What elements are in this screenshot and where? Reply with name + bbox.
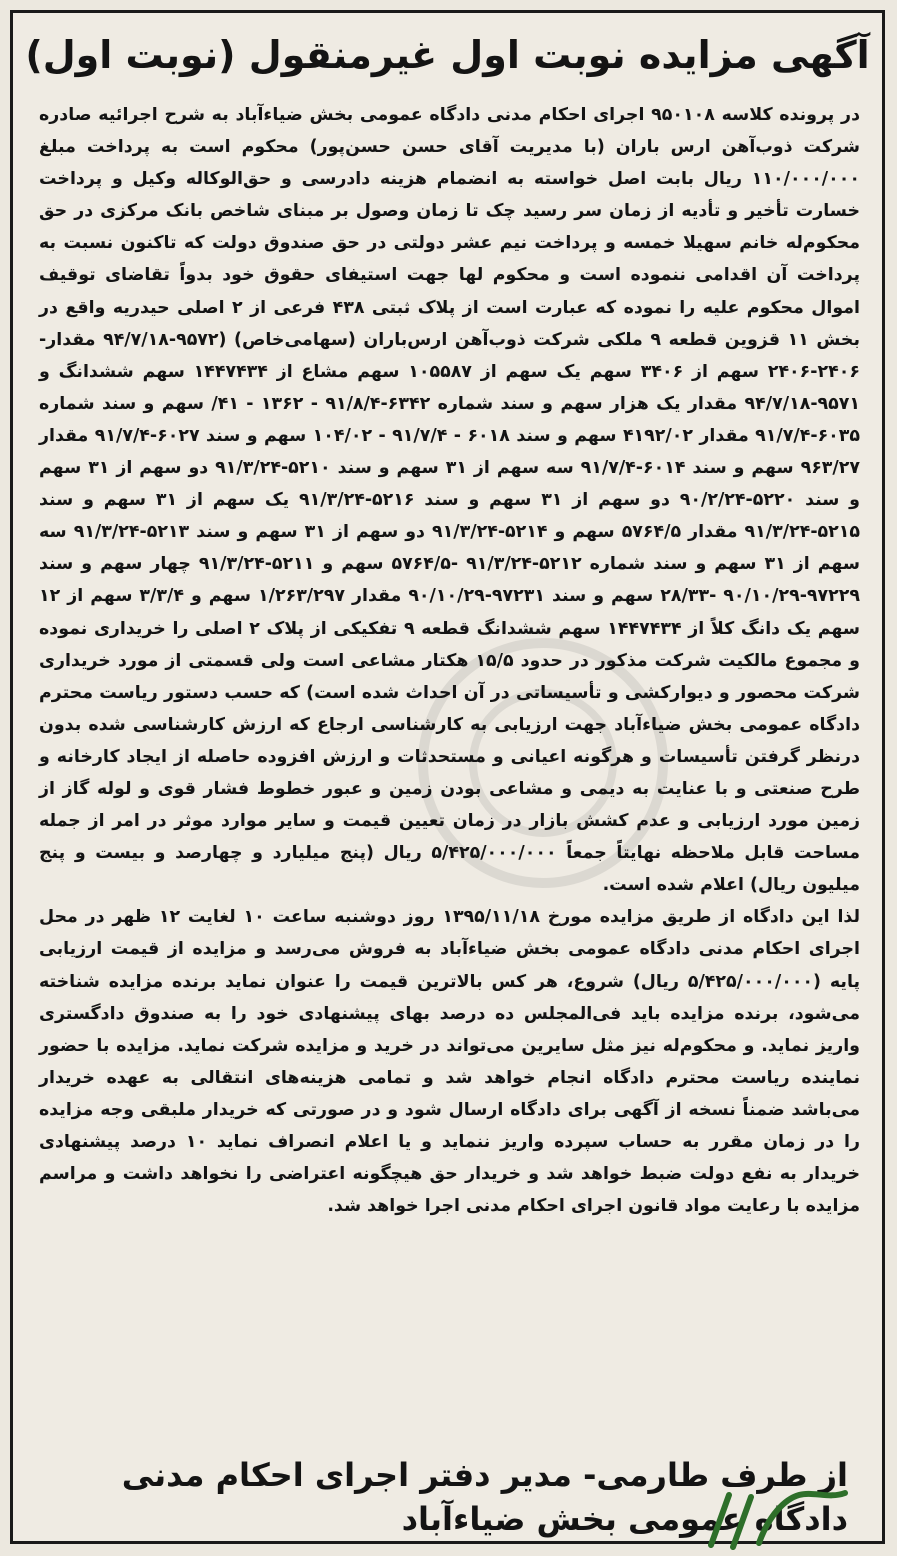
handwritten-number-stamp [703, 1485, 853, 1555]
notice-sheet [10, 10, 885, 1544]
signature-line-1: از طرف طارمی- مدیر دفتر اجرای احکام مدنی [121, 1456, 848, 1494]
signature-line-2: دادگاه عمومی بخش ضیاءآباد [401, 1500, 848, 1538]
notice-paragraph-2: لذا این دادگاه از طریق مزایده مورخ ۱۳۹۵/۱۱/۱۸ روز دوشنبه ساعت ۱۰ لغایت ۱۲ ظهر در محل اجرای احکام مدنی دادگاه عمومی بخش ضیاءآباد به فروش می‌رسد و مزایده از قیمت ارزیابی پایه (۵/۴۲۵/۰۰۰/۰۰۰ ریال) شروع، هر کس بالاترین قیمت را عنوان نماید برنده مزایده شناخته می‌شود، برنده مزایده باید فی‌المجلس ده درصد بهای پیشنهادی خود را به صندوق دادگستری واریز نماید. و محکوم‌له نیز مثل سایرین می‌تواند در خرید و مزایده شرکت نماید. مزایده با حضور نماینده ریاست محترم دادگاه انجام خواهد شد و تمامی هزینه‌های انتقالی به عهده خریدار می‌باشد ضمناً نسخه از آگهی برای دادگاه ارسال شود و در صورتی که خریدار ملبقی وجه مزایده را در زمان مقرر به حساب سپرده واریز ننماید و یا اعلام انصراف نماید ۱۰ درصد پیشنهادی خریدار به نفع دولت ضبط خواهد شد و خریدار حق هیچگونه اعتراضی را نخواهد داشت و مراسم مزایده با رعایت مواد قانون اجرای احکام مدنی اجرا خواهد شد. [39, 907, 860, 1217]
notice-title: آگهی مزایده نوبت اول غیرمنقول (نوبت اول) [25, 33, 870, 77]
notice-body [39, 99, 860, 1222]
notice-paragraph-1: در پرونده کلاسه ۹۵۰۱۰۸ اجرای احکام مدنی دادگاه عمومی بخش ضیاءآباد به شرح اجرائیه صادره شرکت ذوب‌آهن ارس باران (با مدیریت آقای حسن حسن‌پور) محکوم است به پرداخت مبلغ ۱۱۰/۰۰۰/۰۰۰ ریال بابت اصل خواسته به انضمام هزینه دادرسی و حق‌الوکاله وکیل و پرداخت خسارت تأخیر و تأدیه از زمان سر رسید چک تا زمان وصول بر مبنای شاخص بانک مرکزی در حق محکوم‌له خانم سهیلا خمسه و پرداخت نیم عشر دولتی در حق صندوق دولت که تاکنون نسبت به پرداخت آن اقدامی ننموده است و محکوم لها جهت استیفای حقوق خود بدواً تقاضای توقیف اموال محکوم علیه را نموده که عبارت است از پلاک ثبتی ۴۳۸ فرعی از ۲ اصلی حیدریه واقع در بخش ۱۱ قزوین قطعه ۹ ملکی شرکت ذوب‌آهن ارس‌باران (سهامی‌خاص) (۹۵۷۲-۹۴/۷/۱۸ مقدار- ۲۴۰۶-۲۴۰۶ سهم از ۳۴۰۶ سهم یک سهم از ۱۰۵۵۸۷ سهم مشاع از ۱۴۴۷۴۳۴ سهم ششدانگ و ۹۵۷۱-۹۴/۷/۱۸ مقدار یک هزار سهم و سند شماره ۶۳۴۲-۹۱/۸/۴ - ۱۳۶۲ - ۴۱/ سهم و سند شماره ۶۰۳۵-۹۱/۷/۴ مقدار ۴۱۹۲/۰۲ سهم و سند ۶۰۱۸ - ۹۱/۷/۴ - ۱۰۴/۰۲ سهم و سند ۶۰۲۷-۹۱/۷/۴ مقدار ۹۶۳/۲۷ سهم و سند ۶۰۱۴-۹۱/۷/۴ سه سهم از ۳۱ سهم و سند ۵۲۱۰-۹۱/۳/۲۴ دو سهم از ۳۱ سهم و سند ۵۲۲۰-۹۰/۲/۲۴ دو سهم از ۳۱ سهم و سند ۵۲۱۶-۹۱/۳/۲۴ یک سهم از ۳۱ سهم و سند ۵۲۱۵-۹۱/۳/۲۴ مقدار ۵۷۶۴/۵ سهم و ۵۲۱۴-۹۱/۳/۲۴ دو سهم از ۳۱ سهم و سند ۵۲۱۳-۹۱/۳/۲۴ سه سهم از ۳۱ سهم و سند شماره ۵۲۱۲-۹۱/۳/۲۴ -۵۷۶۴/۵ سهم و ۵۲۱۱-۹۱/۳/۲۴ چهار سهم و سند ۹۷۲۲۹-۹۰/۱۰/۲۹ -۲۸/۳۳ سهم و سند ۹۷۲۳۱-۹۰/۱۰/۲۹ مقدار ۱/۲۶۳/۲۹۷ سهم و ۳/۳/۴ سهم از ۱۲ سهم یک دانگ کلاً از ۱۴۴۷۴۳۴ سهم ششدانگ قطعه ۹ تفکیکی از پلاک ۲ اصلی را خریداری نموده و مجموع مالکیت شرکت مذکور در حدود ۱۵/۵ هکتار مشاعی است ولی قسمتی از مورد خریداری شرکت محصور و دیوارکشی و تأسیساتی در آن احداث شده است) که حسب دستور ریاست محترم دادگاه عمومی بخش ضیاءآباد جهت ارزیابی به کارشناسی ارجاع که ارزش کارشناسی شده بدون درنظر گرفتن تأسیسات و هرگونه اعیانی و مستحدثات و ارزش افزوده حاصله از ایجاد کارخانه و طرح صنعتی و با عنایت به دیمی و مشاعی بودن زمین و عبور خطوط فشار قوی و لوله گاز از زمین مورد ارزیابی و عدم کشش بازار در زمان تعیین قیمت و سایر موارد موثر در امر از جمله مساحت قابل ملاحظه نهایتاً جمعاً ۵/۴۲۵/۰۰۰/۰۰۰ ریال (پنج میلیارد و چهارصد و بیست و پنج میلیون ریال) اعلام شده است. [39, 105, 861, 896]
